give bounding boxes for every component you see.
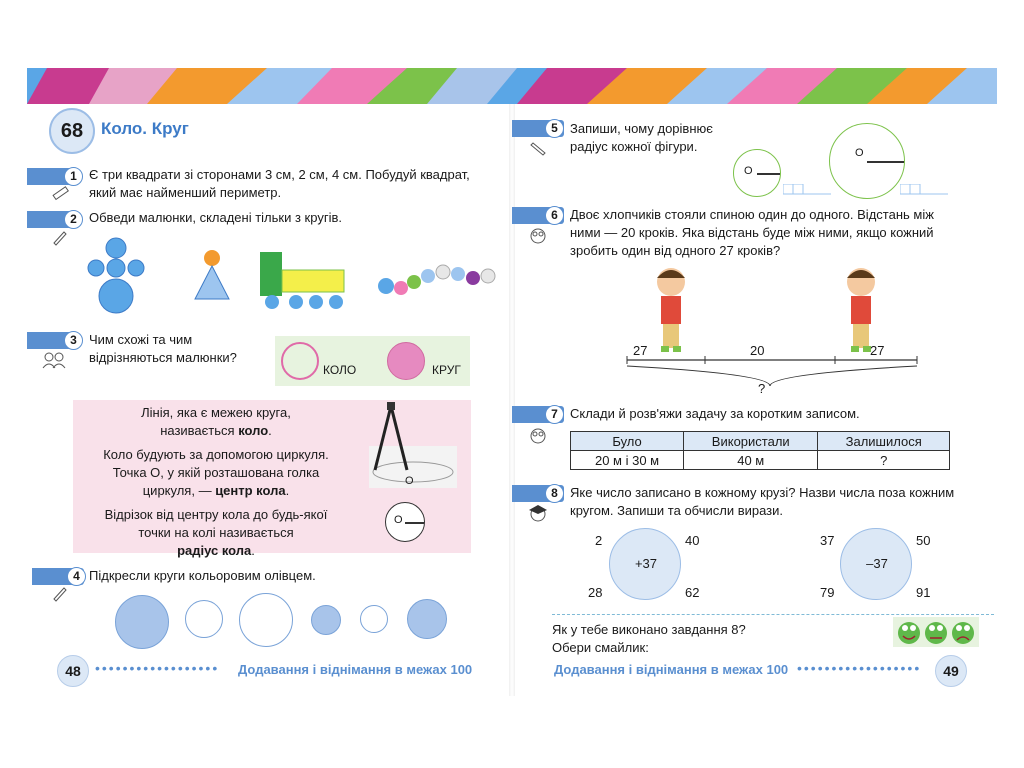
large-circle [829, 123, 905, 199]
output-number: 79 [820, 585, 835, 600]
table-cell: 40 м [684, 451, 818, 470]
smiley-happy-icon [898, 622, 920, 644]
ruler-icon [51, 184, 69, 202]
operation-label: +37 [634, 556, 658, 571]
rule-box: Лінія, яка є межею круга, називається коло. Коло будують за допомогою циркуля. Точка O, у якій розташована голка циркуля, — центр кола. Відрізок від центру кола до будь-якої точки на колі називається радіус кола. O O [73, 400, 471, 553]
operation-circle [609, 528, 681, 600]
task-4-text: Підкресли круги кольоровим олівцем. [89, 568, 316, 583]
footer-section-left: Додавання і віднімання в межах 100 [238, 662, 473, 677]
radius-circle [385, 502, 425, 542]
output-number: 28 [588, 585, 603, 600]
table-cell: ? [818, 451, 950, 470]
triangle-figure [195, 250, 229, 299]
footer-dots: •••••••••••••••••• [95, 660, 220, 676]
input-number: 2 [595, 533, 603, 548]
children-icon [41, 351, 67, 369]
output-number: 91 [916, 585, 931, 600]
task-number: 5 [545, 119, 564, 138]
gutter [509, 104, 515, 696]
caterpillar-figure [378, 265, 495, 295]
self-check-prompt: Обери смайлик: [552, 640, 649, 655]
center-label: O [855, 147, 864, 159]
smiley-neutral-icon [925, 622, 947, 644]
student-icon [523, 504, 553, 528]
radius-segment [757, 173, 780, 175]
distance-right: 27 [870, 343, 885, 358]
footer-section-right: Додавання і віднімання в межах 100 [554, 662, 789, 677]
task-3-text: Чим схожі та чим відрізняються малюнки? [89, 332, 237, 365]
train-figure [260, 252, 344, 309]
task-number: 2 [64, 210, 83, 229]
owl-icon [529, 426, 547, 444]
input-number: 40 [685, 533, 700, 548]
circle-figure [88, 238, 144, 313]
task-5-text: Запиши, чому дорівнює радіус кожної фігури. [570, 121, 713, 154]
disc-filled [387, 342, 425, 380]
compare-box [275, 336, 470, 386]
term-circle: коло [238, 423, 269, 438]
center-label: O [744, 165, 753, 177]
pencil-icon [51, 584, 69, 602]
circle-shape [360, 605, 388, 633]
rule-line: циркуля, — [142, 483, 216, 498]
short-record-table [570, 431, 950, 470]
compass-center-label: O [405, 475, 414, 487]
task-6-text: Двоє хлопчиків стояли спиною один до одного. Відстань між ними — 20 кроків. Яка відстань буде між ними, якщо кожний зробить один від одного 27 кроків? [570, 207, 934, 258]
small-circle [733, 149, 781, 197]
radius-center-label: O [394, 514, 403, 526]
self-check-divider [552, 614, 994, 615]
task-number: 7 [545, 405, 564, 424]
distance-left: 27 [633, 343, 648, 358]
lesson-number: 68 [49, 108, 95, 154]
color-banner [27, 68, 997, 104]
disc-shape [311, 605, 341, 635]
task-7-text: Склади й розв'яжи задачу за коротким записом. [570, 406, 860, 421]
rule-line: Лінія, яка є межею круга, [141, 405, 291, 420]
page-number-left: 48 [57, 655, 89, 687]
smiley-sad-icon [952, 622, 974, 644]
radius-segment [867, 161, 904, 163]
task-8-text: Яке число записано в кожному крузі? Назви числа поза кожним кругом. Запиши та обчисли вирази. [570, 485, 955, 518]
table-header: Залишилося [818, 432, 950, 451]
term-radius: радіус кола [177, 543, 252, 558]
disc-shape [407, 599, 447, 639]
task-number: 6 [545, 206, 564, 225]
rule-line: Відрізок від центру кола до будь-якої [104, 507, 328, 522]
operation-circle [840, 528, 912, 600]
disc-shape [115, 595, 169, 649]
owl-icon [529, 226, 547, 244]
task-number: 8 [545, 484, 564, 503]
pencil-icon [530, 140, 548, 158]
input-number: 50 [916, 533, 931, 548]
boy-right [847, 268, 875, 352]
radius-segment [405, 522, 424, 524]
task-number: 4 [67, 567, 86, 586]
textbook-spread [27, 68, 997, 696]
table-header: Використали [684, 432, 818, 451]
circle-outline [281, 342, 319, 380]
answer-cells [900, 184, 948, 196]
lesson-title: Коло. Круг [101, 119, 189, 138]
page-number-right: 49 [935, 655, 967, 687]
table-cell: 20 м і 30 м [571, 451, 684, 470]
rule-line: Коло будують за допомогою циркуля. [103, 447, 329, 462]
operation-label: –37 [866, 556, 888, 571]
input-number: 37 [820, 533, 835, 548]
table-header: Було [571, 432, 684, 451]
circle-shape [239, 593, 293, 647]
distance-question: ? [758, 381, 766, 396]
disc-label: КРУГ [432, 363, 461, 377]
circle-label: КОЛО [323, 363, 357, 377]
task-number: 3 [64, 331, 83, 350]
task-1-text: Є три квадрати зі сторонами 3 см, 2 см, 4 см. Побудуй квадрат, який має найменший периметр. [89, 167, 470, 200]
pencil-icon [51, 228, 69, 246]
rule-line: називається [160, 423, 239, 438]
answer-cells [783, 184, 831, 196]
task-2-figures [82, 236, 502, 316]
task-number: 1 [64, 167, 83, 186]
smiley-picker [893, 617, 979, 647]
rule-line: Точка O, у якій розташована голка [112, 465, 320, 480]
boys-illustration [625, 262, 955, 394]
distance-middle: 20 [750, 343, 765, 358]
term-center: центр кола [215, 483, 286, 498]
compass-illustration [363, 400, 463, 492]
footer-dots: •••••••••••••••••• [797, 660, 922, 676]
boy-left [657, 268, 685, 352]
self-check-question: Як у тебе виконано завдання 8? [552, 622, 746, 637]
rule-line: точки на колі називається [138, 525, 294, 540]
output-number: 62 [685, 585, 700, 600]
task-2-text: Обведи малюнки, складені тільки з кругів. [89, 210, 342, 225]
circle-shape [185, 600, 223, 638]
